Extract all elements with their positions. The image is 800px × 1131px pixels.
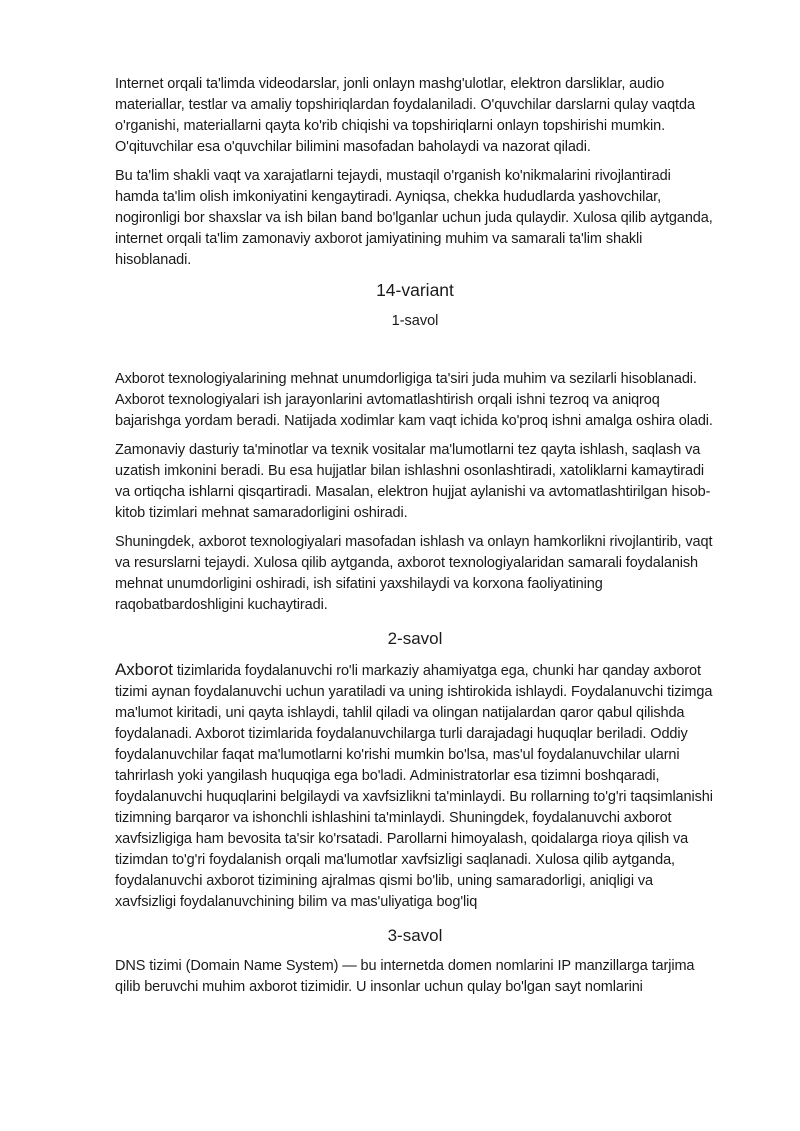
question-3-paragraph: DNS tizimi (Domain Name System) — bu internetda domen nomlarini IP manzillarga tarjima qilib beruvchi muhim axborot tizimidir. U insonlar uchun qulay bo'lgan sayt nomlarini xyxy=(115,958,695,995)
question-1-paragraph-1: Axborot texnologiyalarining mehnat unumdorligiga ta'siri juda muhim va sezilarli hisoblanadi. Axborot texnologiyalari ish jarayonlarini avtomatlashtirish orqali ishni tezroq va aniqroq bajarishga yordam beradi. Natijada xodimlar kam vaqt ichida ko'proq ishni amalga oshira oladi. xyxy=(115,371,713,429)
question-3-heading: 3-savol xyxy=(387,926,443,945)
question-1-paragraph-3: Shuningdek, axborot texnologiyalari masofadan ishlash va onlayn hamkorlikni rivojlantirib, vaqt va resurslarni tejaydi. Xulosa qilib aytganda, axborot texnologiyalaridan samarali foydalanish mehnat unumdorligini oshiradi, ish sifatini yaxshilaydi va korxona faoliyatining raqobatbardoshligini kuchaytiradi. xyxy=(115,534,713,613)
question-2-paragraph-text: tizimlarida foydalanuvchi ro'li markaziy ahamiyatga ega, chunki har qanday axborot tizimi aynan foydalanuvchi uchun yaratiladi va uning ishtirokida ishlaydi. Foydalanuvchi tizimga ma'lumot kiritadi, uni qayta ishlaydi, tahlil qiladi va olingan natijalardan qaror qabul qilishda foydalanadi. Axborot tizimlarida foydalanuvchilarga turli darajadagi huquqlar beriladi. Oddiy foydalanuvchilar faqat ma'lumotlarni ko'rishi mumkin bo'lsa, mas'ul foydalanuvchilar ularni tahrirlash yoki yangilash huquqiga ega bo'ladi. Administratorlar esa tizimni boshqaradi, foydalanuvchi huquqlarini belgilaydi va xavfsizlikni ta'minlaydi. Bu rollarning to'g'ri taqsimlanishi tizimning barqaror va ishonchli ishlashini ta'minlaydi. Shuningdek, foydalanuvchi axborot xavfsizligiga ham bevosita ta'sir ko'rsatadi. Parollarni himoyalash, qoidalarga rioya qilish va tizimdan to'g'ri foydalanish orqali ma'lumotlar xavfsizligi saqlanadi. Xulosa qilib aytganda, foydalanuvchi axborot tizimining ajralmas qismi bo'lib, uning samaradorligi, aniqligi va xavfsizligi foydalanuvchining bilim va mas'uliyatiga bog'liq xyxy=(115,663,713,910)
question-1-paragraph-2: Zamonaviy dasturiy ta'minotlar va texnik vositalar ma'lumotlarni tez qayta ishlash, saqlash va uzatish imkonini beradi. Bu esa hujjatlar bilan ishlashni osonlashtiradi, xatoliklarni kamaytiradi va ortiqcha ishlarni qisqartiradi. Masalan, elektron hujjat aylanishi va avtomatlashtirilgan hisob-kitob tizimlari mehnat samaradorligini oshiradi. xyxy=(115,442,711,521)
question-2-lead-word: Axborot xyxy=(115,660,173,679)
question-2-heading: 2-savol xyxy=(387,629,443,648)
document-page xyxy=(115,74,715,1006)
variant-heading: 14-variant xyxy=(376,280,454,300)
intro-paragraph-1: Internet orqali ta'limda videodarslar, jonli onlayn mashg'ulotlar, elektron darsliklar, audio materiallar, testlar va amaliy topshiriqlardan foydalaniladi. O'quvchilar darslarni qulay vaqtda o'rganishi, materiallarni qayta ko'rib chiqishi va topshiriqlarni onlayn topshirishi mumkin. O'qituvchilar esa o'quvchilar bilimini masofadan baholaydi va nazorat qiladi. xyxy=(115,76,695,155)
question-2-paragraph xyxy=(115,659,715,913)
intro-paragraph-2: Bu ta'lim shakli vaqt va xarajatlarni tejaydi, mustaqil o'rganish ko'nikmalarini rivojlantiradi hamda ta'lim olish imkoniyatini kengaytiradi. Ayniqsa, chekka hududlarda yashovchilar, nogironligi bor shaxslar va ish bilan band bo'lganlar uchun juda qulaydir. Xulosa qilib aytganda, internet orqali ta'lim zamonaviy axborot jamiyatining muhim va samarali ta'lim shakli hisoblanadi. xyxy=(115,168,713,268)
blank-space xyxy=(115,331,715,369)
question-1-heading: 1-savol xyxy=(391,313,439,329)
